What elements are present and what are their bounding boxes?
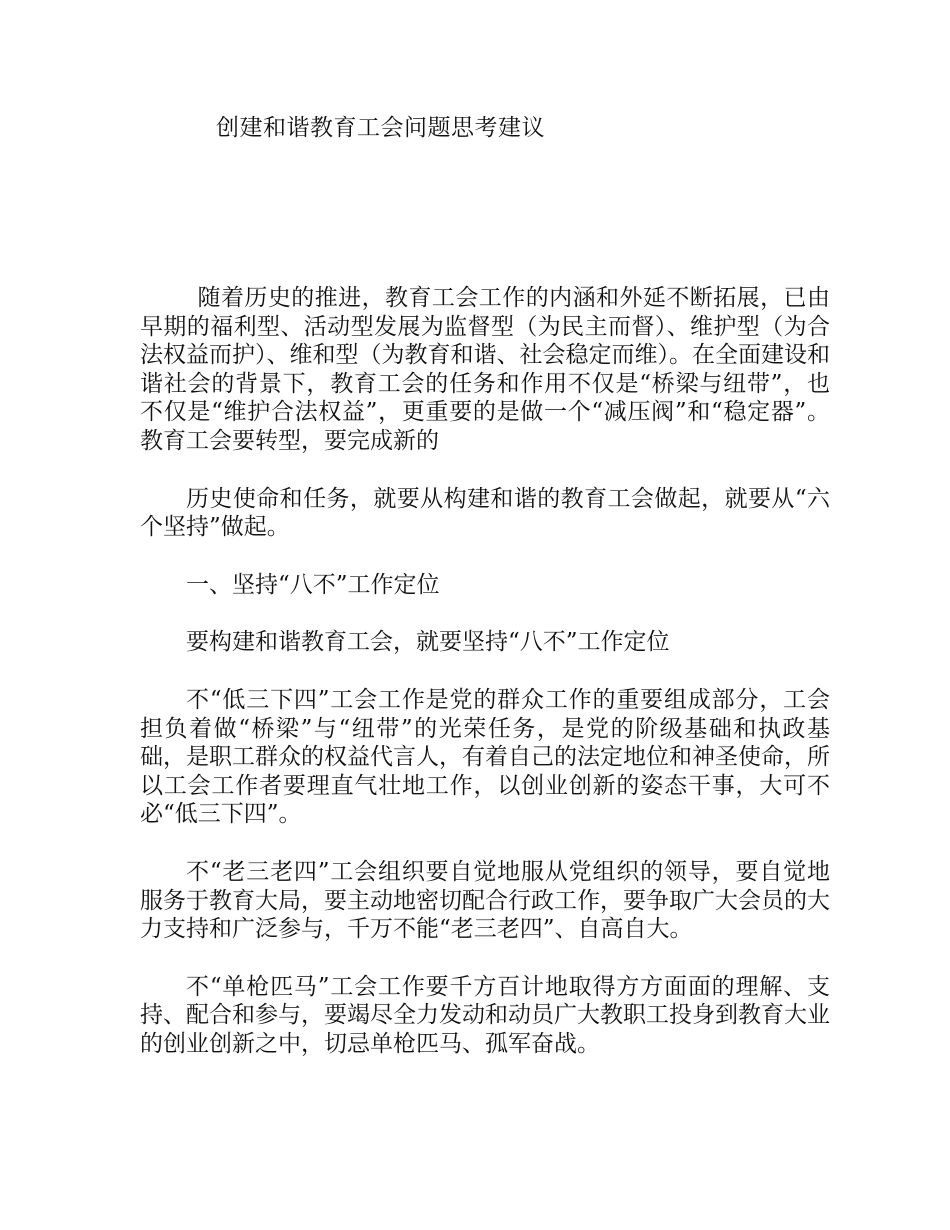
paragraph-intro: 随着历史的推进，教育工会工作的内涵和外延不断拓展，已由早期的福利型、活动型发展为监督型（为民主而督）、维护型（为合法权益而护）、维和型（为教育和谐、社会稳定而维）。在全面建设和谐社会的背景下，教育工会的任务和作用不仅是“桥梁与纽带”，也不仅是“维护合法权益”，更重要的是做一个“减压阀”和“稳定器”。教育工会要转型，要完成新的 bbox=[140, 285, 830, 454]
paragraph-point-1: 不“低三下四”工会工作是党的群众工作的重要组成部分，工会担负着做“桥梁”与“纽带”的光荣任务，是党的阶级基础和执政基础，是职工群众的权益代言人，有着自己的法定地位和神圣使命，所以工会工作者要理直气壮地工作，以创业创新的姿态干事，大可不必“低三下四”。 bbox=[140, 686, 830, 828]
paragraph-gap bbox=[140, 829, 830, 858]
paragraph-mission: 历史使命和任务，就要从构建和谐的教育工会做起，就要从“六个坚持”做起。 bbox=[140, 485, 830, 541]
paragraph-section-lead: 要构建和谐教育工会，就要坚持“八不”工作定位 bbox=[186, 629, 670, 656]
paragraph-gap bbox=[140, 599, 830, 628]
paragraph-gap bbox=[140, 542, 830, 571]
paragraph-gap bbox=[140, 944, 830, 973]
document-body bbox=[140, 284, 830, 1058]
paragraph-point-2: 不“老三老四”工会组织要自觉地服从党组织的领导，要自觉地服务于教育大局，要主动地密切配合行政工作，要争取广大会员的大力支持和广泛参与，千万不能“老三老四”、自高自大。 bbox=[140, 858, 830, 943]
document-title: 创建和谐教育工会问题思考建议 bbox=[216, 115, 545, 141]
section-heading-1: 一、坚持“八不”工作定位 bbox=[186, 571, 440, 598]
paragraph-gap bbox=[140, 456, 830, 485]
paragraph-point-3: 不“单枪匹马”工会工作要千方百计地取得方方面面的理解、支持、配合和参与，要竭尽全力发动和动员广大教职工投身到教育大业的创业创新之中，切忌单枪匹马、孤军奋战。 bbox=[140, 973, 830, 1057]
paragraph-gap bbox=[140, 657, 830, 686]
